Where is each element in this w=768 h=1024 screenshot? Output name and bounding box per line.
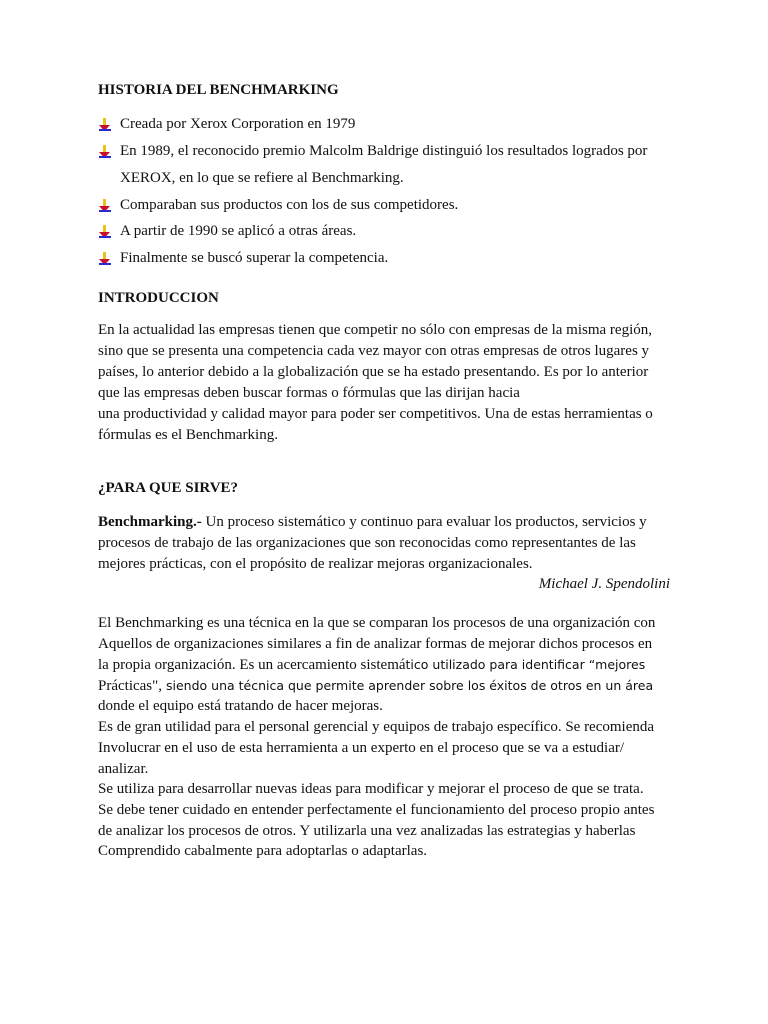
definition-term: Benchmarking.-: [98, 514, 202, 530]
bullet-text: Comparaban sus productos con los de sus competidores.: [120, 197, 459, 213]
arrow-down-right-icon: [98, 118, 112, 132]
bullet-text: En 1989, el reconocido premio Malcolm Baldrige distinguió los resultados logrados por: [120, 143, 648, 159]
body-line: Se debe tener cuidado en entender perfectamente el funcionamiento del proceso propio antes: [98, 802, 655, 818]
historia-heading: HISTORIA DEL BENCHMARKING: [98, 82, 339, 98]
bullet-text: Creada por Xerox Corporation en 1979: [120, 116, 356, 132]
body-line: Es de gran utilidad para el personal gerencial y equipos de trabajo específico. Se recomienda: [98, 719, 655, 735]
definition-line: mejores prácticas, con el propósito de realizar mejoras organizacionales.: [98, 556, 533, 572]
body-line: donde el equipo está tratando de hacer mejoras.: [98, 698, 383, 714]
intro-line: que las empresas deben buscar formas o fórmulas que las dirijan hacia: [98, 385, 520, 401]
body-line: Involucrar en el uso de esta herramienta a un experto en el proceso que se va a estudiar/: [98, 740, 625, 756]
intro-line: sino que se presenta una competencia cada vez mayor con otras empresas de otros lugares y: [98, 343, 650, 359]
definition-line: procesos de trabajo de las organizaciones que son reconocidas como representantes de las: [98, 535, 636, 551]
body-line: analizar.: [98, 761, 149, 777]
bullet-text: Finalmente se buscó superar la competencia.: [120, 250, 389, 266]
arrow-down-right-icon: [98, 225, 112, 239]
introduccion-heading: INTRODUCCION: [98, 290, 219, 306]
intro-line: En la actualidad las empresas tienen que competir no sólo con empresas de la misma región,: [98, 322, 652, 338]
para-que-sirve-heading: ¿PARA QUE SIRVE?: [98, 480, 239, 496]
body-line: Se utiliza para desarrollar nuevas ideas para modificar y mejorar el proceso de que se trata.: [98, 781, 644, 797]
body-line: El Benchmarking es una técnica en la que se comparan los procesos de una organización con: [98, 615, 656, 631]
body-line: Aquellos de organizaciones similares a fin de analizar formas de mejorar dichos procesos en: [98, 636, 653, 652]
body-text: Prácticas",: [98, 678, 163, 694]
bullet-text-continuation: XEROX, en lo que se refiere al Benchmarking.: [120, 170, 404, 186]
body-line: Comprendido cabalmente para adoptarlas o adaptarlas.: [98, 843, 428, 859]
definition-text: Un proceso sistemático y continuo para evaluar los productos, servicios y: [201, 514, 647, 530]
arrow-down-right-icon: [98, 145, 112, 159]
body-text-sans: siendo una técnica que permite aprender sobre los éxitos de otros en un área: [162, 678, 654, 693]
bullet-text: A partir de 1990 se aplicó a otras áreas.: [120, 223, 357, 239]
body-line: de analizar los procesos de otros. Y utilizarla una vez analizadas las estrategias y haberlas: [98, 823, 636, 839]
intro-line: una productividad y calidad mayor para poder ser competitivos. Una de estas herramientas o: [98, 406, 653, 422]
body-line: [98, 678, 653, 695]
arrow-down-right-icon: [98, 252, 112, 266]
definition-author: Michael J. Spendolini: [538, 576, 670, 592]
arrow-down-right-icon: [98, 199, 112, 213]
body-line: [98, 657, 645, 674]
definition-line: [98, 514, 647, 531]
intro-line: fórmulas es el Benchmarking.: [98, 427, 278, 443]
body-text-sans: tico utilizado para identificar “mejores: [405, 657, 646, 672]
body-text: la propia organización. Es un acercamiento sistemá: [98, 657, 406, 673]
intro-line: países, lo anterior debido a la globalización que se ha estado presentando. Es por lo anterior: [98, 364, 649, 380]
